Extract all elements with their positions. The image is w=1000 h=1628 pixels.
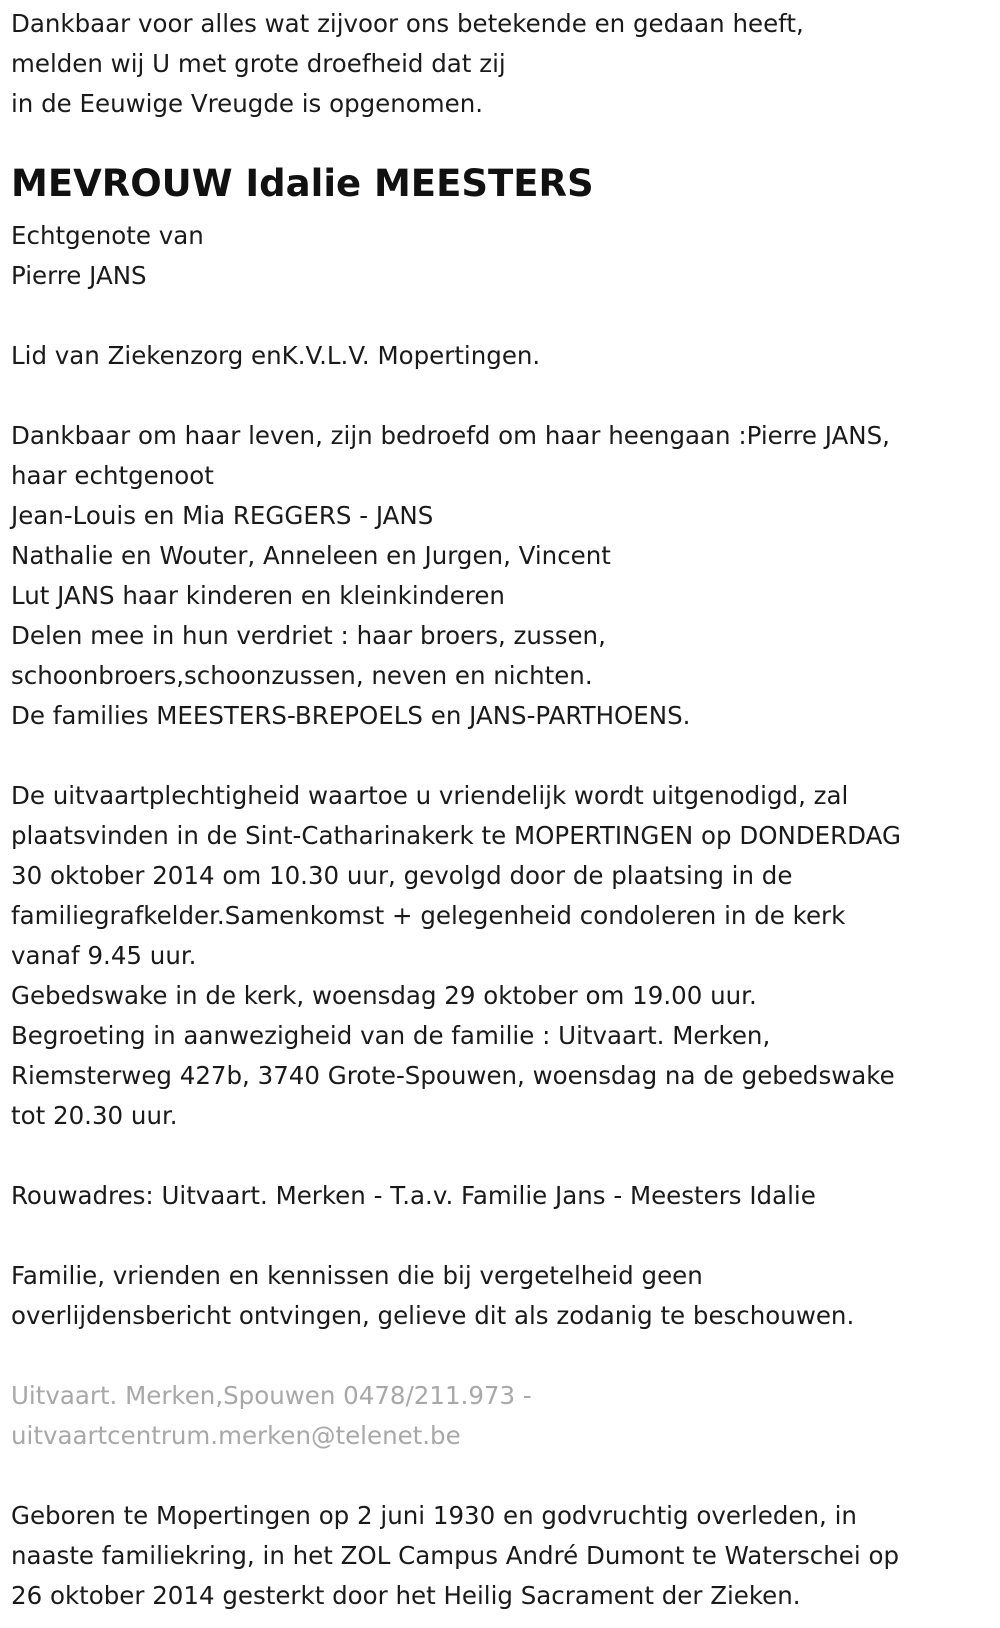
ceremony-line: vanaf 9.45 uur.	[11, 941, 197, 970]
notice-line: overlijdensbericht ontvingen, gelieve dit als zodanig te beschouwen.	[11, 1301, 855, 1330]
family-line: Nathalie en Wouter, Anneleen en Jurgen, Vincent	[11, 541, 611, 570]
intro-line: in de Eeuwige Vreugde is opgenomen.	[11, 89, 484, 118]
family-line: De families MEESTERS-BREPOELS en JANS-PARTHOENS.	[11, 701, 691, 730]
family-line: haar echtgenoot	[11, 461, 214, 490]
family-line: schoonbroers,schoonzussen, neven en nichten.	[11, 661, 593, 690]
ceremony-line: Gebedswake in de kerk, woensdag 29 oktober om 19.00 uur.	[11, 981, 757, 1010]
notice-text	[11, 1256, 989, 1336]
ceremony-line: plaatsvinden in de Sint-Catharinakerk te MOPERTINGEN op DONDERDAG	[11, 821, 901, 850]
family-line: Lut JANS haar kinderen en kleinkinderen	[11, 581, 505, 610]
intro-line: Dankbaar voor alles wat zijvoor ons betekende en gedaan heeft,	[11, 9, 804, 38]
birth-line: Geboren te Mopertingen op 2 juni 1930 en godvruchtig overleden, in	[11, 1501, 857, 1530]
spouse-info	[11, 216, 989, 296]
intro-text	[11, 4, 989, 124]
notice-line: Familie, vrienden en kennissen die bij vergetelheid geen	[11, 1261, 703, 1290]
mourning-address: Rouwadres: Uitvaart. Merken - T.a.v. Familie Jans - Meesters Idalie	[11, 1181, 816, 1210]
intro-line: melden wij U met grote droefheid dat zij	[11, 49, 506, 78]
ceremony-details	[11, 776, 989, 1136]
ceremony-line: Riemsterweg 427b, 3740 Grote-Spouwen, woensdag na de gebedswake	[11, 1061, 895, 1090]
ceremony-line: tot 20.30 uur.	[11, 1101, 178, 1130]
family-list	[11, 416, 989, 736]
ceremony-line: Begroeting in aanwezigheid van de familie : Uitvaart. Merken,	[11, 1021, 771, 1050]
birth-death-info	[11, 1496, 989, 1616]
spouse-line: Echtgenote van	[11, 221, 204, 250]
funeral-home-email: uitvaartcentrum.merken@telenet.be	[11, 1421, 461, 1450]
membership-line: Lid van Ziekenzorg enK.V.L.V. Mopertingen.	[11, 341, 541, 370]
spouse-line: Pierre JANS	[11, 261, 147, 290]
funeral-home-phone: Uitvaart. Merken,Spouwen 0478/211.973 -	[11, 1381, 532, 1410]
family-line: Jean-Louis en Mia REGGERS - JANS	[11, 501, 434, 530]
ceremony-line: 30 oktober 2014 om 10.30 uur, gevolgd door de plaatsing in de	[11, 861, 793, 890]
birth-line: 26 oktober 2014 gesterkt door het Heilig Sacrament der Zieken.	[11, 1581, 801, 1610]
deceased-name: MEVROUW Idalie MEESTERS	[11, 162, 594, 205]
ceremony-line: familiegrafkelder.Samenkomst + gelegenheid condoleren in de kerk	[11, 901, 846, 930]
ceremony-line: De uitvaartplechtigheid waartoe u vriendelijk wordt uitgenodigd, zal	[11, 781, 849, 810]
funeral-home-contact	[11, 1376, 989, 1456]
family-line: Delen mee in hun verdriet : haar broers, zussen,	[11, 621, 606, 650]
family-line: Dankbaar om haar leven, zijn bedroefd om haar heengaan :Pierre JANS,	[11, 421, 890, 450]
birth-line: naaste familiekring, in het ZOL Campus André Dumont te Waterschei op	[11, 1541, 900, 1570]
